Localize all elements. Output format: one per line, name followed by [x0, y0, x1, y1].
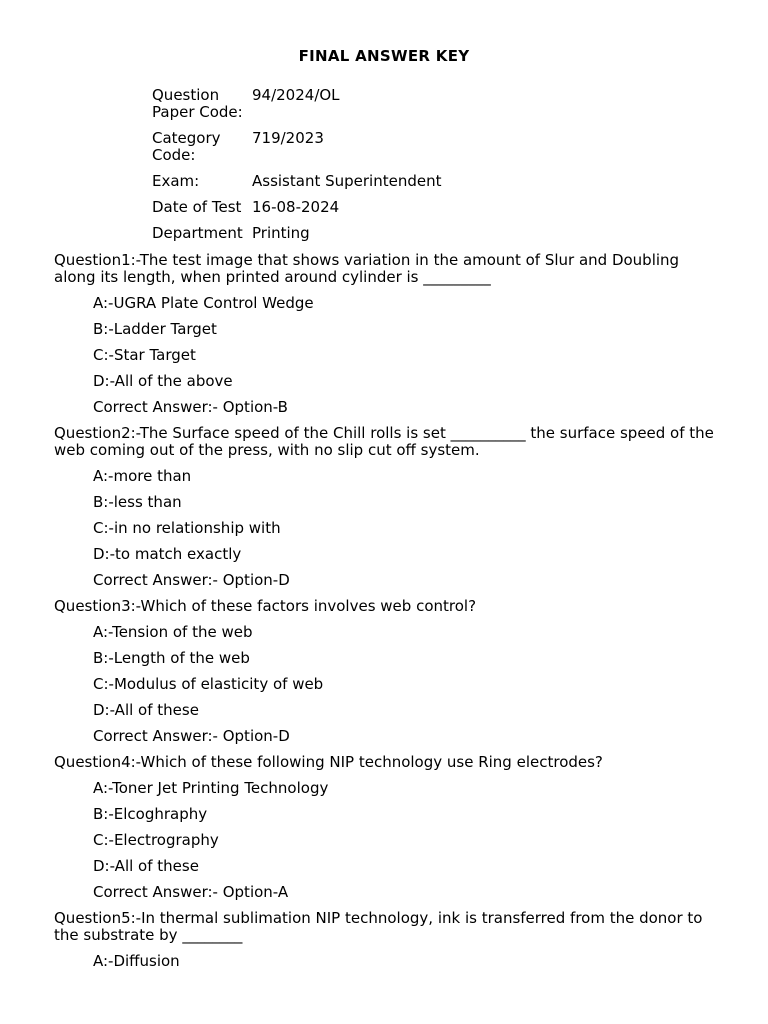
meta-value: 94/2024/OL — [252, 86, 340, 104]
meta-value: 719/2023 — [252, 129, 324, 147]
option-a: A:-Toner Jet Printing Technology — [93, 779, 329, 797]
option-a: A:-Diffusion — [93, 952, 180, 970]
meta-label: Date of Test — [152, 198, 242, 216]
meta-row — [152, 130, 441, 173]
document-title: FINAL ANSWER KEY — [298, 47, 470, 65]
option-c: C:-in no relationship with — [93, 519, 281, 537]
meta-value: Printing — [252, 224, 310, 242]
meta-label: Question Paper Code: — [152, 86, 243, 121]
correct-answer: Correct Answer:- Option-B — [93, 398, 288, 416]
meta-row — [152, 87, 441, 130]
option-b: B:-Elcoghraphy — [93, 805, 208, 823]
exam-details-table — [148, 87, 445, 251]
option-b: B:-less than — [93, 493, 182, 511]
question-block — [54, 910, 714, 970]
option-d: D:-All of these — [93, 701, 199, 719]
meta-value: Assistant Superintendent — [252, 172, 442, 190]
question-text: Question2:-The Surface speed of the Chill rolls is set __________ the surface speed of the web coming out of the press, with no slip cut off system. — [54, 424, 714, 459]
question-text: Question4:-Which of these following NIP technology use Ring electrodes? — [54, 753, 603, 771]
question-text: Question3:-Which of these factors involves web control? — [54, 597, 477, 615]
meta-row — [152, 199, 441, 225]
option-a: A:-Tension of the web — [93, 623, 253, 641]
question-text: Question1:-The test image that shows variation in the amount of Slur and Doubling along its length, when printed around cylinder is _________ — [54, 251, 680, 286]
meta-label: Department — [152, 224, 243, 242]
option-d: D:-All of the above — [93, 372, 233, 390]
question-block — [54, 252, 714, 416]
meta-row — [152, 173, 441, 199]
meta-label: Exam: — [152, 172, 200, 190]
correct-answer: Correct Answer:- Option-D — [93, 727, 290, 745]
option-c: C:-Star Target — [93, 346, 196, 364]
question-block — [54, 425, 714, 589]
correct-answer: Correct Answer:- Option-A — [93, 883, 289, 901]
option-a: A:-more than — [93, 467, 192, 485]
meta-row — [152, 225, 441, 251]
question-block — [54, 598, 714, 745]
correct-answer: Correct Answer:- Option-D — [93, 571, 290, 589]
option-d: D:-All of these — [93, 857, 199, 875]
option-d: D:-to match exactly — [93, 545, 242, 563]
option-c: C:-Electrography — [93, 831, 219, 849]
option-c: C:-Modulus of elasticity of web — [93, 675, 324, 693]
option-b: B:-Ladder Target — [93, 320, 217, 338]
option-b: B:-Length of the web — [93, 649, 250, 667]
meta-value: 16-08-2024 — [252, 198, 340, 216]
question-block — [54, 754, 714, 901]
meta-label: Category Code: — [152, 129, 221, 164]
question-text: Question5:-In thermal sublimation NIP technology, ink is transferred from the donor to the substrate by ________ — [54, 909, 703, 944]
option-a: A:-UGRA Plate Control Wedge — [93, 294, 314, 312]
question-list — [54, 252, 714, 979]
